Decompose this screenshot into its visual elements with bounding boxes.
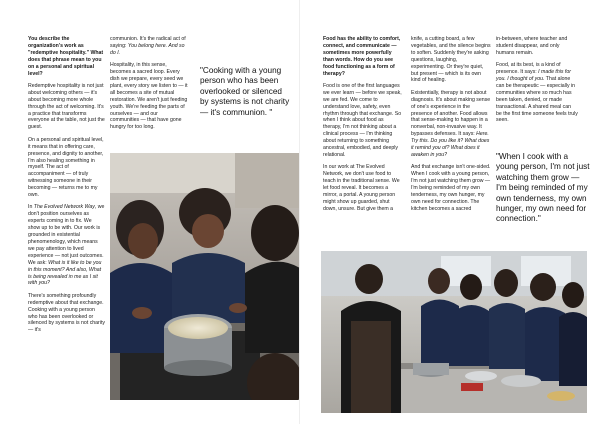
paragraph: Food, at its best, is a kind of presence. It says: I made this for you. I thought of you. That alone can be therapeutic — especially in communities where so much has been taken, denied, or made transactional. A shared meal can be the first time someone feels truly seen. bbox=[496, 62, 578, 124]
interview-question: You describe the organization's work as "redemptive hospitality." What does that phrase mean to you on a personal and spiritual level? bbox=[28, 36, 104, 77]
pull-quote: "When I cook with a young person, I'm not just watching them grow — I'm being reminded of my own tenderness, my own hunger, my own need for connection." bbox=[496, 152, 590, 224]
paragraph: Existentially, therapy is not about diagnosis. It's about making sense of one's experience in the presence of another. Food allows that sense-making to happen in a nonverbal, non-invasive way. It bypasses defenses. It says: Here. Try this. Do you like it? What does it remind you of? What does it awaken in you? bbox=[411, 89, 491, 158]
left-column-1 bbox=[28, 36, 105, 340]
paragraph: Food is one of the first languages we ever learn — before we speak, we are fed. We come to understand love, safety, even rhythm through that exchange. So when I think about food as therapy, I'm not thinking about a clinical process — I'm thinking about returning to something ancestral, embodied, and deeply relational. bbox=[323, 82, 402, 158]
paragraph: And that exchange isn't one-sided. When I cook with a young person, I'm not just watching them grow — I'm being reminded of my own tenderness, my own hunger, my own need for connection. The kitchen becomes a sacred bbox=[411, 164, 491, 212]
right-column-1 bbox=[323, 36, 403, 218]
paragraph: communion. It's the radical act of saying: You belong here. And so do I. bbox=[110, 36, 186, 56]
paragraph: knife, a cutting board, a few vegetables, and the silence begins to soften. Suddenly they're asking questions, laughing, experimenting. Or they're quiet, but present — which is its own kind of healing. bbox=[411, 36, 491, 84]
left-column-2 bbox=[110, 36, 188, 137]
paragraph: Hospitality, in this sense, becomes a sacred loop. Every dish we prepare, every seed we plant, every story we listen to — it all becomes a site of mutual restoration. We aren't just feeding youth. We're feeding the parts of ourselves — and our communities — that have gone hungry for too long. bbox=[110, 62, 188, 131]
right-column-3 bbox=[496, 36, 578, 130]
paragraph: in-between, where teacher and student disappear, and only humans remain. bbox=[496, 36, 568, 56]
right-page bbox=[300, 0, 600, 424]
interview-question: Food has the ability to comfort, connect, and communicate — sometimes more powerfully than words. How do you see food functioning as a form of therapy? bbox=[323, 36, 401, 77]
pull-quote: "Cooking with a young person who has been overlooked or silenced by systems is not charity — it's communion. " bbox=[200, 66, 290, 117]
paragraph: In The Evolved Network Way, we don't position ourselves as experts coming in to fix. We show up to be with. Our work is grounded in existential phenomenology, which means we pay attention to lived experience — not just outcomes. We ask: What is it like to be you in this moment? And also, What is being revealed in me as I sit with you? bbox=[28, 204, 105, 287]
paragraph: There's something profoundly redemptive about that exchange. Cooking with a young person who has been overlooked or silenced by systems is not charity — it's bbox=[28, 292, 105, 334]
right-column-2 bbox=[411, 36, 491, 218]
paragraph: In our work at The Evolved Network, we don't use food to teach in the traditional sense. We let food reveal. It becomes a mirror, a portal. A young person might show up guarded, shut down, unsure. But give them a bbox=[323, 164, 400, 212]
paragraph: On a personal and spiritual level, it means that in offering care, presence, and dignity to another, I'm also healing something in myself. The act of accompaniment — of truly witnessing someone in their becoming — returns me to my own. bbox=[28, 136, 104, 199]
cooking-photo-students bbox=[110, 153, 300, 400]
paragraph: Redemptive hospitality is not just about welcoming others — it's about becoming more whole through the act of welcoming. It's a practice that transforms everyone at the table, not just the guest. bbox=[28, 82, 105, 131]
cooking-photo-kitchen bbox=[321, 251, 587, 413]
